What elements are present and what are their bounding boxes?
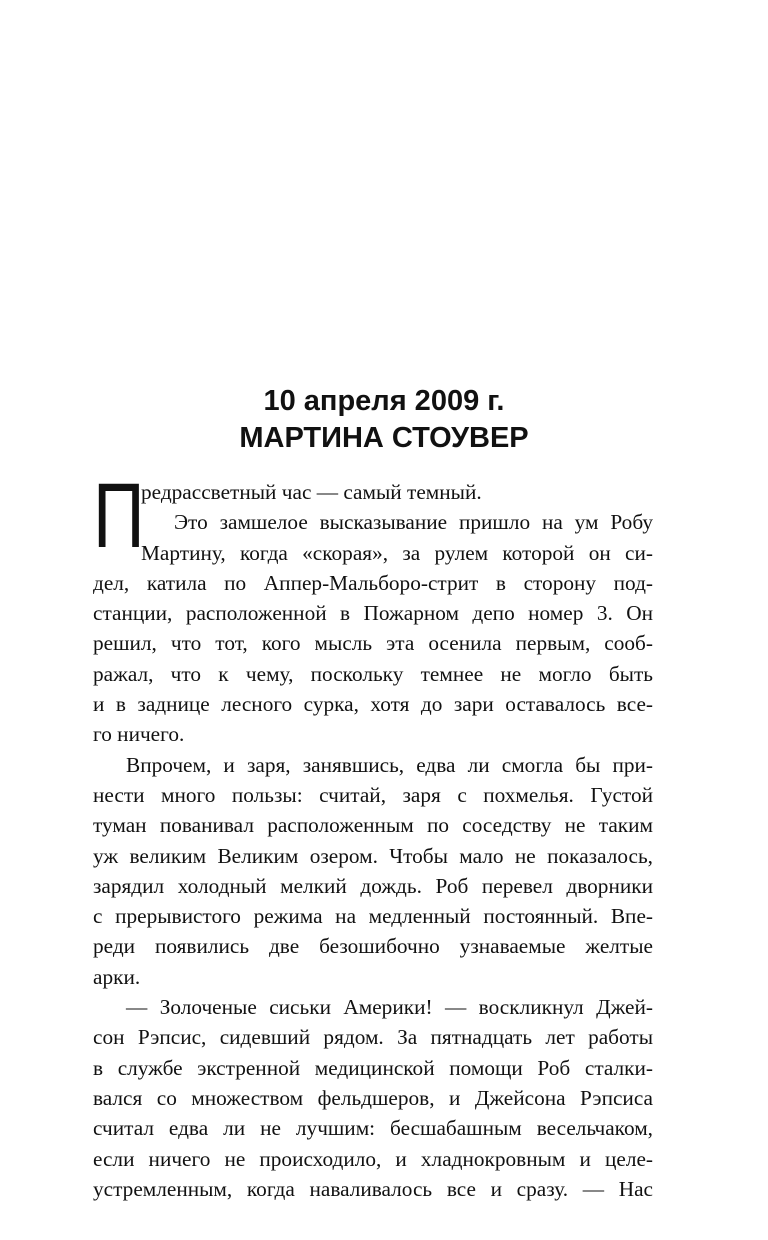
text-line: в службе экстренной медицинской помощи Роб сталки- xyxy=(93,1055,653,1080)
text-line: реди появились две безошибочно узнаваемые желтые xyxy=(93,934,653,959)
text-line: арки. xyxy=(93,964,141,989)
text-line: вался со множеством фельдшеров, и Джейсона Рэпсиса xyxy=(93,1085,653,1110)
text-line: нести много пользы: считай, заря с похмелья. Густой xyxy=(93,782,653,807)
text-line: уж великим Великим озером. Чтобы мало не показалось, xyxy=(93,843,653,868)
text-line: считал едва ли не лучшим: бесшабашным весельчаком, xyxy=(93,1116,653,1141)
chapter-date-heading: 10 апреля 2009 г. xyxy=(263,385,505,417)
text-line: зарядил холодный мелкий дождь. Роб перевел дворники xyxy=(93,873,653,898)
text-line: Мартину, когда «скорая», за рулем которой он си- xyxy=(141,540,653,565)
drop-cap-letter: П xyxy=(93,465,145,567)
text-line: го ничего. xyxy=(93,722,185,747)
body-text xyxy=(93,465,653,1204)
text-line: если ничего не происходило, и хладнокровным и целе- xyxy=(93,1146,653,1171)
text-line: и в заднице лесного сурка, хотя до зари оставалось все- xyxy=(93,692,653,717)
text-line: устремленным, когда наваливалось все и сразу. — Нас xyxy=(93,1176,653,1201)
text-line: Впрочем, и заря, занявшись, едва ли смогла бы при- xyxy=(126,752,653,777)
text-line: решил, что тот, кого мысль эта осенила первым, сооб- xyxy=(93,631,653,656)
text-line: сон Рэпсис, сидевший рядом. За пятнадцать лет работы xyxy=(93,1025,653,1050)
chapter-character-heading: МАРТИНА СТОУВЕР xyxy=(239,422,529,454)
text-line: Это замшелое высказывание пришло на ум Робу xyxy=(174,510,653,535)
text-line: дел, катила по Аппер-Мальборо-стрит в сторону под- xyxy=(93,570,653,595)
text-line: редрассветный час — самый темный. xyxy=(141,480,482,504)
text-line: станции, расположенной в Пожарном депо номер 3. Он xyxy=(93,601,653,626)
text-line: туман пованивал расположенным по соседству не таким xyxy=(93,813,653,838)
text-line: ражал, что к чему, поскольку темнее не могло быть xyxy=(93,661,653,686)
text-line: с прерывистого режима на медленный постоянный. Впе- xyxy=(93,904,653,929)
text-line: — Золоченые сиськи Америки! — воскликнул Джей- xyxy=(126,995,653,1020)
